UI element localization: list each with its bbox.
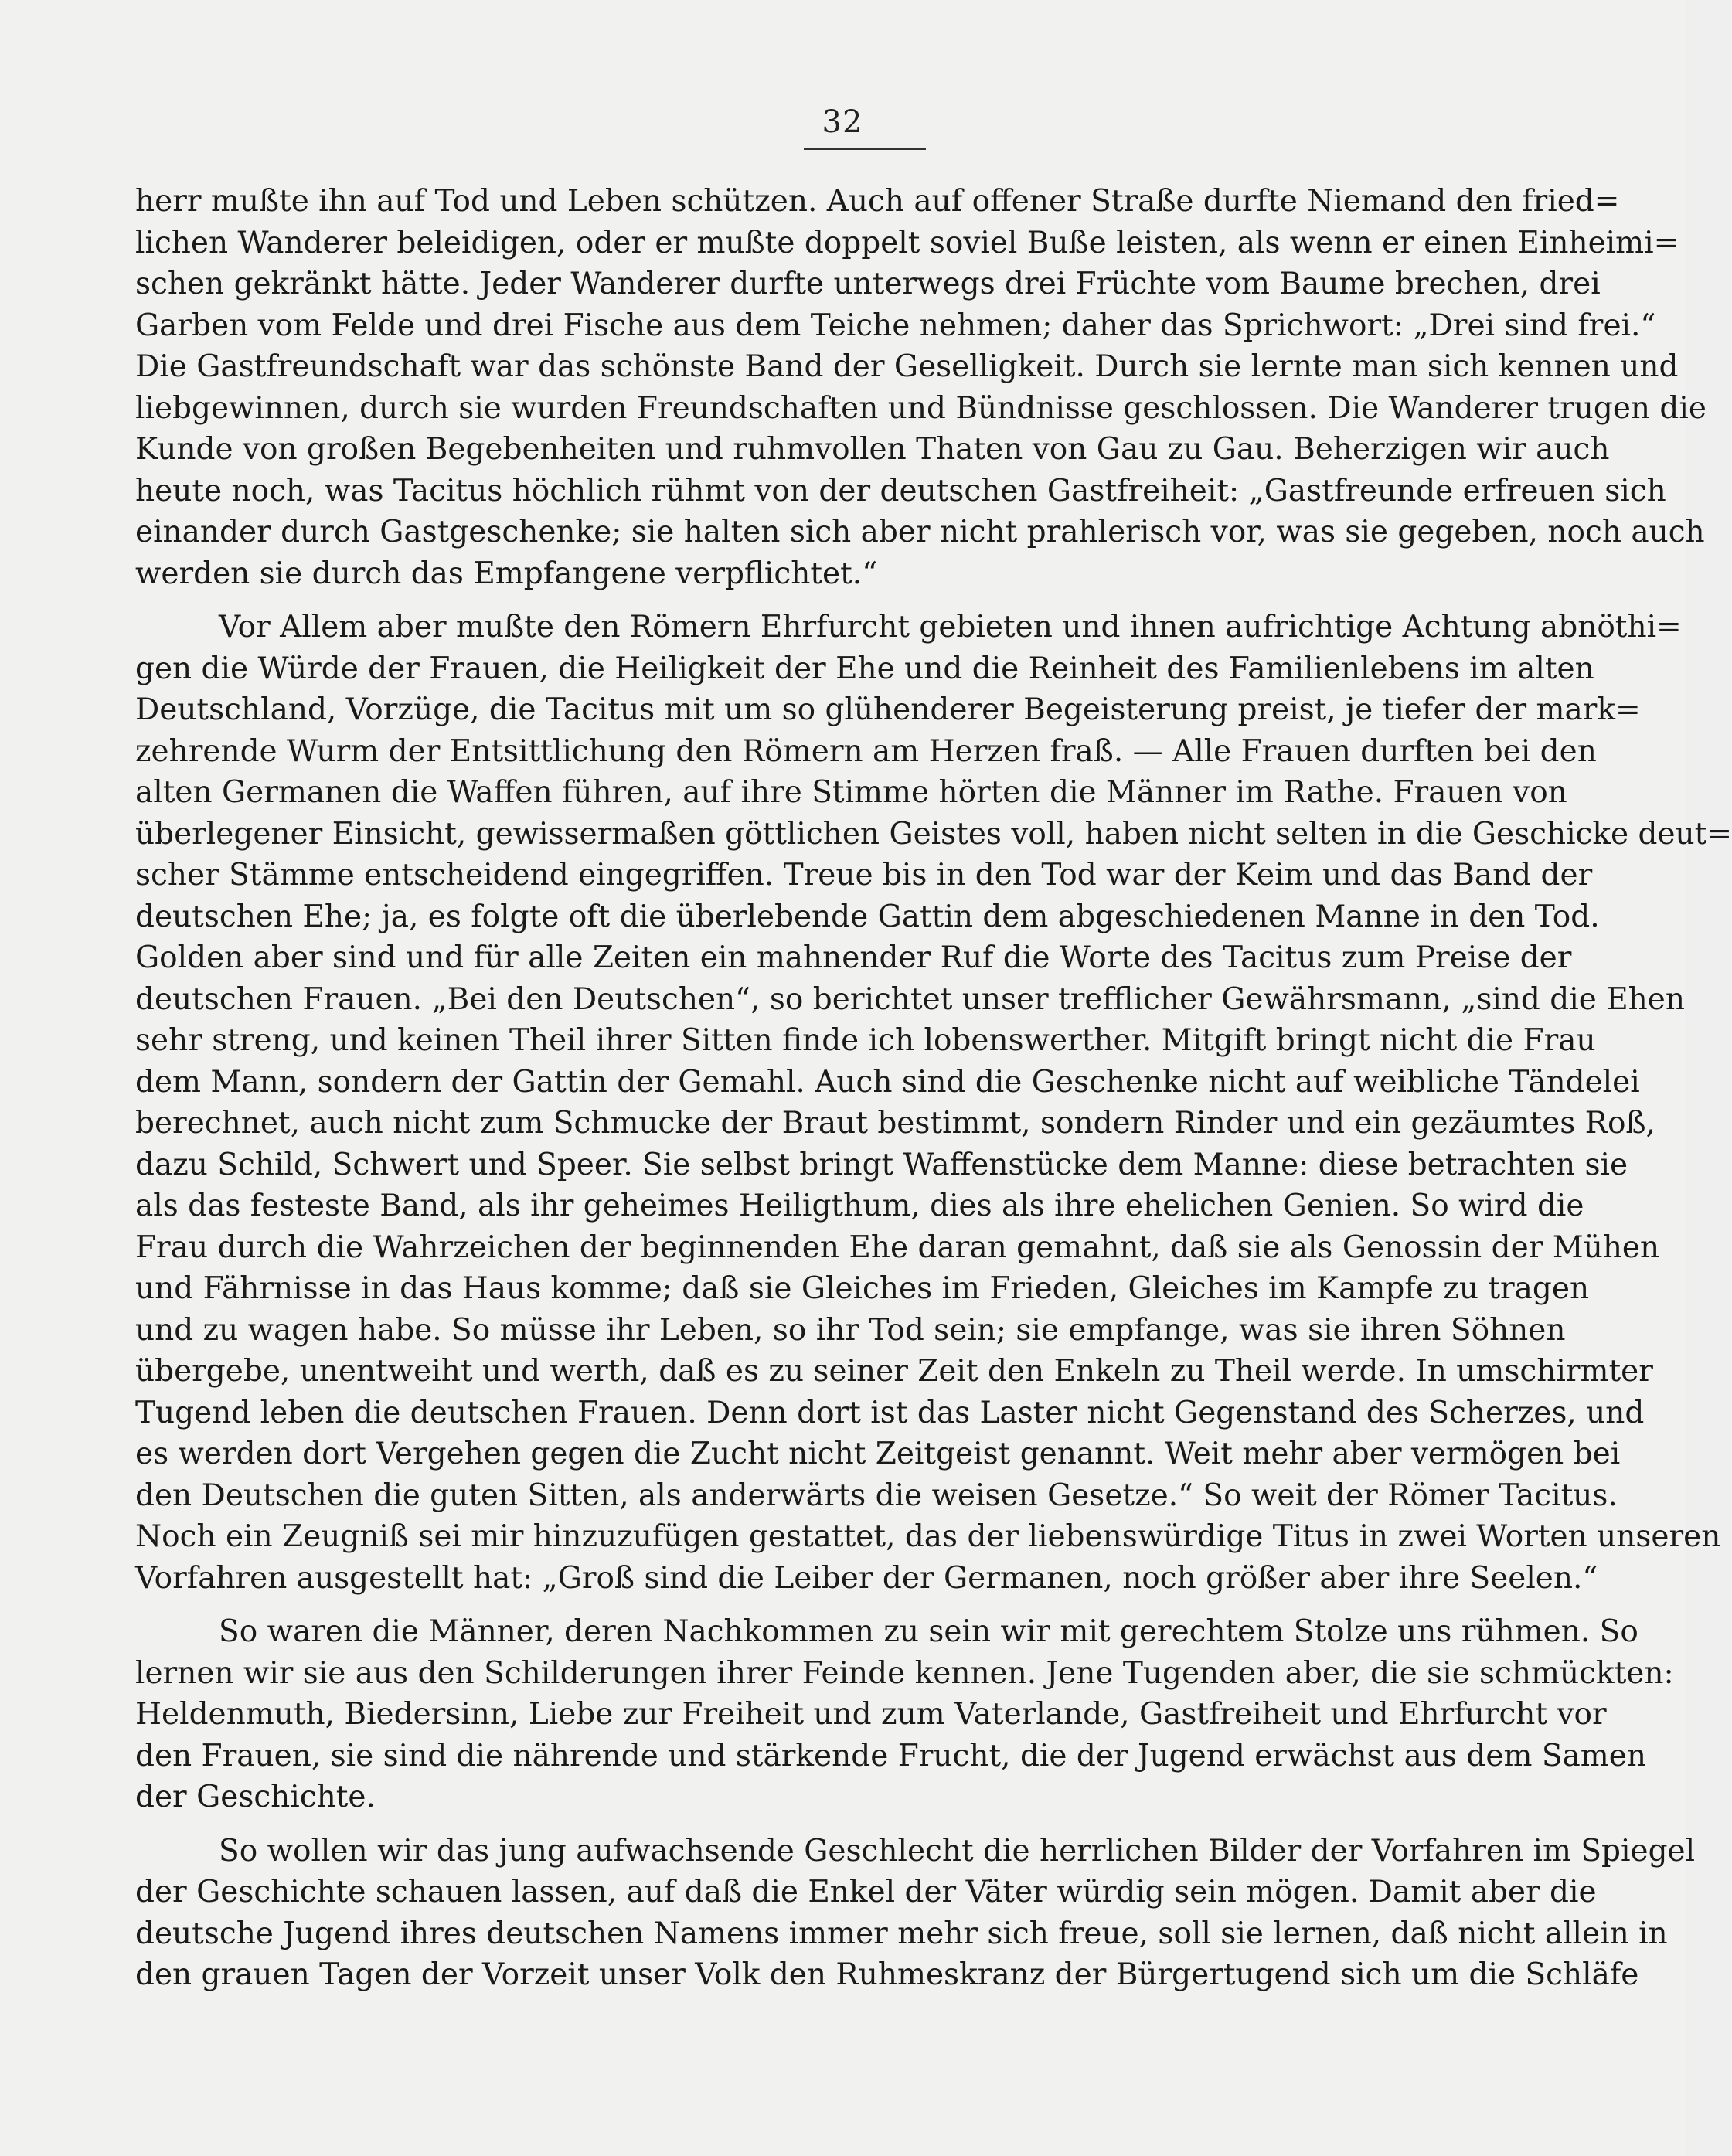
text-line: und Fährnisse in das Haus komme; daß sie Gleiches im Frieden, Gleiches im Kampfe zu tragen <box>135 1271 1590 1306</box>
page-number: 32 <box>822 104 863 140</box>
text-line: den Deutschen die guten Sitten, als anderwärts die weisen Gesetze.“ So weit der Römer Tacitus. <box>135 1478 1618 1513</box>
text-line: Noch ein Zeugniß sei mir hinzuzufügen gestattet, das der liebenswürdige Titus in zwei Worten unseren <box>135 1519 1721 1554</box>
text-line: berechnet, auch nicht zum Schmucke der Braut bestimmt, sondern Rinder und ein gezäumtes Roß, <box>135 1106 1655 1141</box>
text-line: deutschen Ehe; ja, es folgte oft die überlebende Gattin dem abgeschiedenen Manne in den Tod. <box>135 899 1600 934</box>
text-line: übergebe, unentweiht und werth, daß es zu seiner Zeit den Enkeln zu Theil werde. In umschirmter <box>135 1354 1653 1389</box>
text-line: herr mußte ihn auf Tod und Leben schützen. Auch auf offener Straße durfte Niemand den fried= <box>135 184 1620 219</box>
text-line: Vor Allem aber mußte den Römern Ehrfurcht gebieten und ihnen aufrichtige Achtung abnöthi= <box>219 610 1682 644</box>
paragraph <box>135 1611 1674 1818</box>
text-line: Die Gastfreundschaft war das schönste Band der Geselligkeit. Durch sie lernte man sich kennen und <box>135 349 1679 384</box>
text-line: Heldenmuth, Biedersinn, Liebe zur Freiheit und zum Vaterlande, Gastfreiheit und Ehrfurcht vor <box>135 1697 1607 1732</box>
paragraph <box>135 607 1732 1599</box>
text-line: den Frauen, sie sind die nährende und stärkende Frucht, die der Jugend erwächst aus dem Samen <box>135 1738 1646 1773</box>
text-line: alten Germanen die Waffen führen, auf ihre Stimme hörten die Männer im Rathe. Frauen von <box>135 775 1567 810</box>
header-rule <box>804 148 926 150</box>
text-line: und zu wagen habe. So müsse ihr Leben, so ihr Tod sein; sie empfange, was sie ihren Söhnen <box>135 1312 1566 1348</box>
text-line: dazu Schild, Schwert und Speer. Sie selbst bringt Waffenstücke dem Manne: diese betrachten sie <box>135 1147 1628 1182</box>
text-line: lernen wir sie aus den Schilderungen ihrer Feinde kennen. Jene Tugenden aber, die sie schmückten: <box>135 1655 1674 1691</box>
text-line: So waren die Männer, deren Nachkommen zu sein wir mit gerechtem Stolze uns rühmen. So <box>219 1614 1638 1649</box>
text-line: lichen Wanderer beleidigen, oder er mußte doppelt soviel Buße leisten, als wenn er einen Einheimi= <box>135 225 1679 260</box>
paragraph-gap <box>135 1599 1544 1611</box>
text-line: Tugend leben die deutschen Frauen. Denn dort ist das Laster nicht Gegenstand des Scherzes, und <box>135 1395 1645 1430</box>
text-line: Golden aber sind und für alle Zeiten ein mahnender Ruf die Worte des Tacitus zum Preise der <box>135 940 1572 975</box>
text-line: einander durch Gastgeschenke; sie halten sich aber nicht prahlerisch vor, was sie gegeben, noch auch <box>135 515 1705 549</box>
text-line: der Geschichte schauen lassen, auf daß die Enkel der Väter würdig sein mögen. Damit aber die <box>135 1875 1597 1909</box>
text-line: gen die Würde der Frauen, die Heiligkeit der Ehe und die Reinheit des Familienlebens im alten <box>135 651 1594 686</box>
text-line: als das festeste Band, als ihr geheimes Heiligthum, dies als ihre ehelichen Genien. So wird die <box>135 1189 1584 1223</box>
text-line: Kunde von großen Begebenheiten und ruhmvollen Thaten von Gau zu Gau. Beherzigen wir auch <box>135 432 1610 467</box>
text-line: dem Mann, sondern der Gattin der Gemahl. Auch sind die Geschenke nicht auf weibliche Tändelei <box>135 1064 1640 1100</box>
text-line: Vorfahren ausgestellt hat: „Groß sind die Leiber der Germanen, noch größer aber ihre Seelen.“ <box>135 1560 1598 1596</box>
paragraph <box>135 181 1706 594</box>
paragraph-gap <box>135 1818 1544 1831</box>
text-line: Deutschland, Vorzüge, die Tacitus mit um so glühenderer Begeisterung preist, je tiefer der mark= <box>135 692 1641 727</box>
text-line: scher Stämme entscheidend eingegriffen. Treue bis in den Tod war der Keim und das Band der <box>135 858 1593 893</box>
paragraph <box>135 1831 1696 1996</box>
page-body <box>135 181 1732 1996</box>
text-line: deutsche Jugend ihres deutschen Namens immer mehr sich freue, soll sie lernen, daß nicht allein in <box>135 1916 1668 1951</box>
text-line: den grauen Tagen der Vorzeit unser Volk den Ruhmeskranz der Bürgertugend sich um die Schläfe <box>135 1957 1639 1992</box>
text-line: schen gekränkt hätte. Jeder Wanderer durfte unterwegs drei Früchte vom Baume brechen, drei <box>135 267 1601 301</box>
text-line: werden sie durch das Empfangene verpflichtet.“ <box>135 556 878 591</box>
text-line: zehrende Wurm der Entsittlichung den Römern am Herzen fraß. — Alle Frauen durften bei den <box>135 733 1597 769</box>
text-line: deutschen Frauen. „Bei den Deutschen“, so berichtet unser trefflicher Gewährsmann, „sind die Ehen <box>135 981 1685 1017</box>
paragraph-gap <box>135 594 1544 607</box>
text-line: es werden dort Vergehen gegen die Zucht nicht Zeitgeist genannt. Weit mehr aber vermögen bei <box>135 1437 1621 1471</box>
text-line: der Geschichte. <box>135 1780 376 1814</box>
text-line: Garben vom Felde und drei Fische aus dem Teiche nehmen; daher das Sprichwort: „Drei sind frei.“ <box>135 308 1656 343</box>
text-line: sehr streng, und keinen Theil ihrer Sitten finde ich lobenswerther. Mitgift bringt nicht die Frau <box>135 1023 1596 1058</box>
text-line: Frau durch die Wahrzeichen der beginnenden Ehe daran gemahnt, daß sie als Genossin der Mühen <box>135 1229 1660 1265</box>
text-line: So wollen wir das jung aufwachsende Geschlecht die herrlichen Bilder der Vorfahren im Spiegel <box>219 1833 1696 1869</box>
text-line: heute noch, was Tacitus höchlich rühmt von der deutschen Gastfreiheit: „Gastfreunde erfreuen sich <box>135 473 1666 508</box>
text-line: liebgewinnen, durch sie wurden Freundschaften und Bündnisse geschlossen. Die Wanderer trugen die <box>135 390 1706 426</box>
text-line: überlegener Einsicht, gewissermaßen göttlichen Geistes voll, haben nicht selten in die Geschicke deut= <box>135 816 1732 852</box>
